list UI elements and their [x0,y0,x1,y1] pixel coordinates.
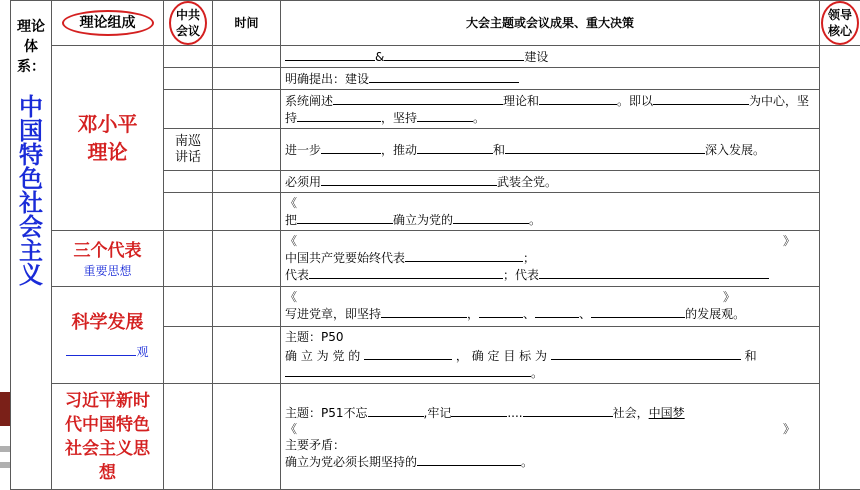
component-oval: 理论组成 [62,10,154,36]
theory-three-label: 三个代表 [52,239,163,263]
theory-deng-label: 邓小平理论 [76,110,140,166]
outcome-row-3: 系统阐述 理论和 。即以 为中心，坚持 ，坚持 。 [281,90,820,129]
outcome-row-7: 《 》 中国共产党要始终代表 ； 代表 ；代表 [281,231,820,287]
outcome-row-4: 进一步 ，推动 和 深入发展。 [281,129,820,171]
congress-cell [164,231,213,287]
header-time: 时间 [213,1,281,46]
outcome-row-5: 必须用 武装全党。 [281,171,820,193]
header-congress [164,1,213,46]
congress-cell [164,171,213,193]
outcome-row-9: 主题：P50 确 立 为 党 的 ， 确 定 目 标 为 和 。 [281,327,820,384]
time-cell [213,171,281,193]
congress-cell [164,287,213,327]
system-column [11,1,52,490]
leader-label: 领导核心 [827,7,853,39]
time-cell [213,231,281,287]
left-decor-bar [0,446,10,452]
theory-scientific [52,287,164,384]
time-cell [213,384,281,490]
congress-oval [169,1,207,45]
leader-oval [821,1,859,45]
congress-label: 中共会议 [175,7,201,39]
congress-cell [164,68,213,90]
theory-three-represents [52,231,164,287]
header-leader [820,1,860,46]
time-cell [213,193,281,231]
congress-cell [164,384,213,490]
system-label: 理论体系： [17,17,45,77]
congress-cell-southern-tour: 南巡讲话 [164,129,213,171]
leader-column [820,46,860,490]
outcome-row-6: 《 把 确立为党的 。 [281,193,820,231]
time-cell [213,46,281,68]
theory-three-sub: 重要思想 [52,263,163,279]
time-cell [213,68,281,90]
theory-xi-label: 习近平新时代中国特色社会主义思想 [65,389,151,485]
time-cell [213,129,281,171]
left-decor-strip [0,392,10,426]
time-cell [213,90,281,129]
header-component [52,1,164,46]
theory-table [10,0,860,490]
outcome-row-10: 主题：P51不忘 ,牢记 .... 社会，中国梦 《 》 主要矛盾： 确立为党必须长期坚持的 。 [281,384,820,490]
theory-deng [52,46,164,231]
congress-cell [164,46,213,68]
time-cell [213,327,281,384]
congress-cell [164,90,213,129]
theory-sci-sub-line [52,343,163,360]
outcome-row-2: 明确提出：建设 [281,68,820,90]
header-outcomes: 大会主题或会议成果、重大决策 [281,1,820,46]
theory-sci-label: 科学发展 [52,311,163,335]
time-cell [213,287,281,327]
theory-sci-sub: 观 [136,345,148,359]
left-decor-bar [0,462,10,468]
congress-cell [164,193,213,231]
congress-cell [164,327,213,384]
theory-xi [52,384,164,490]
system-name: 中国特色社会主义 [19,95,43,287]
outcome-row-8: 《 》 写进党章，即坚持 ， 、 、 的发展观。 [281,287,820,327]
outcome-row-1: & 建设 [281,46,820,68]
